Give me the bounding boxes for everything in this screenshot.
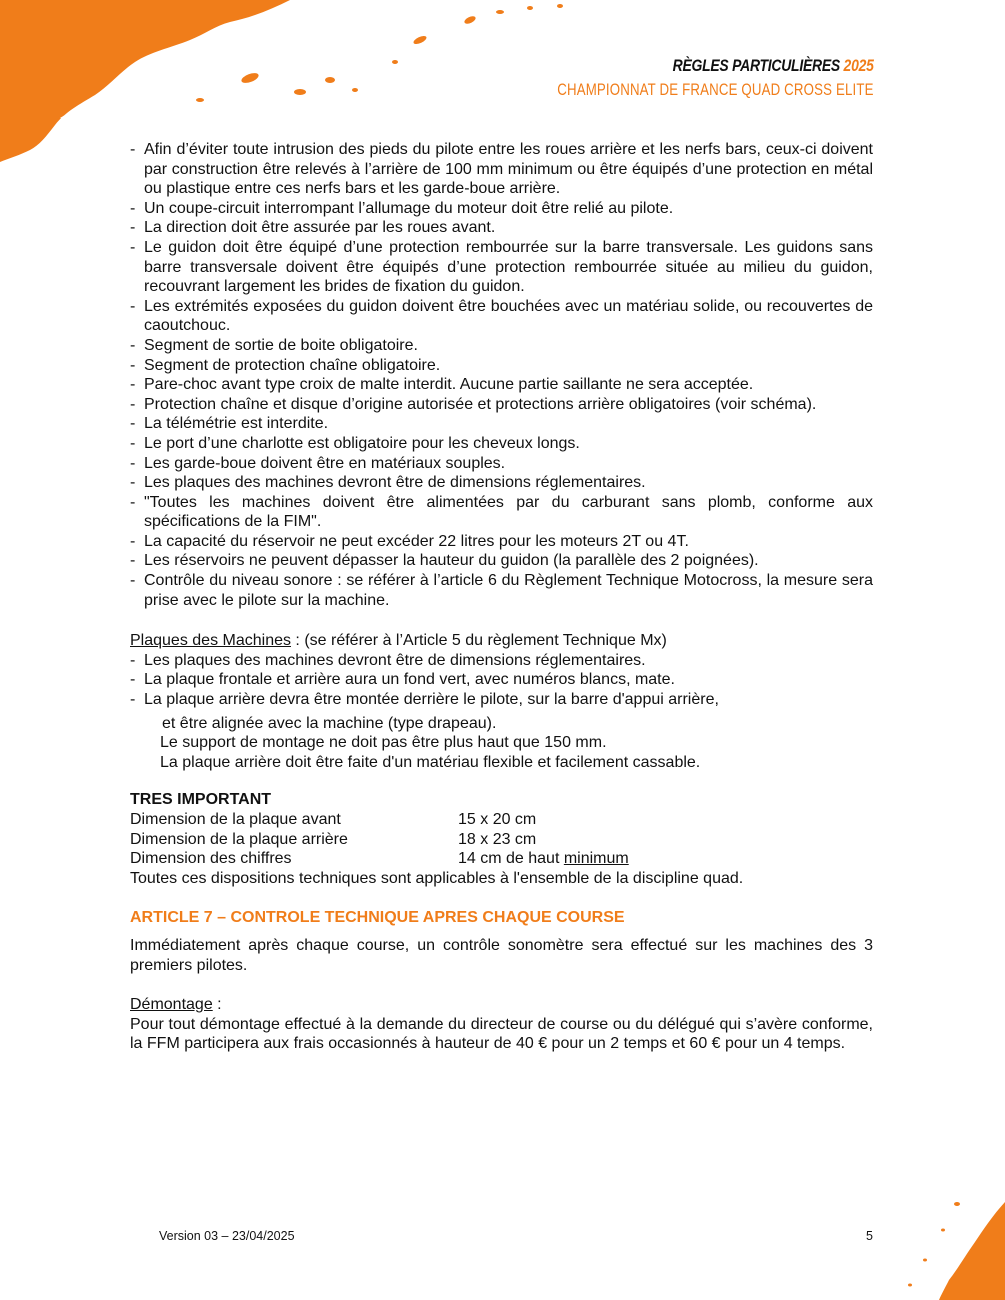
orange-splash-decoration-bottom: [865, 1190, 1005, 1300]
table-row: [130, 830, 629, 850]
plaque-continuation: [162, 714, 873, 773]
rule-item: - Segment de sortie de boite obligatoire.: [130, 336, 873, 356]
dimensions-table: [130, 810, 629, 869]
article-7-text: Immédiatement après chaque course, un contrôle sonomètre sera effectué sur les machines des 3 premiers pilotes.: [130, 936, 873, 974]
rule-item: - Les garde-boue doivent être en matériaux souples.: [130, 454, 873, 474]
rule-item: - La capacité du réservoir ne peut excéder 22 litres pour les moteurs 2T ou 4T.: [130, 532, 873, 552]
dimension-value: 15 x 20 cm: [458, 811, 537, 828]
article-7-title: ARTICLE 7 – CONTROLE TECHNIQUE APRES CHAQUE COURSE: [130, 909, 625, 927]
footer-version: Version 03 – 23/04/2025: [159, 1229, 295, 1243]
rule-item: - Segment de protection chaîne obligatoire.: [130, 356, 873, 376]
rule-item: - Afin d’éviter toute intrusion des pieds du pilote entre les roues arrière et les nerfs bars, ceux-ci doivent par construction être relevés à l’arrière de 100 mm minimum ou être équipés d’une protection en métal ou plastique entre ces nerfs bars et les garde-boue arrière.: [130, 140, 873, 199]
rule-item: - Pare-choc avant type croix de malte interdit. Aucune partie saillante ne sera acceptée.: [130, 375, 873, 395]
demontage-label: Démontage :: [130, 996, 222, 1014]
table-row: [130, 810, 629, 830]
plaques-list: [130, 651, 873, 710]
rule-item: - La télémétrie est interdite.: [130, 414, 873, 434]
header-title-year: 2025: [843, 56, 874, 75]
technical-rules-list: [130, 140, 873, 610]
plaque-item: - Les plaques des machines devront être de dimensions réglementaires.: [130, 651, 873, 671]
table-row: [130, 849, 629, 869]
plaque-item: - La plaque frontale et arrière aura un fond vert, avec numéros blancs, mate.: [130, 670, 873, 690]
important-note: Toutes ces dispositions techniques sont applicables à l'ensemble de la discipline quad.: [130, 869, 744, 887]
header-title-main: RÈGLES PARTICULIÈRES: [673, 56, 841, 75]
rule-item: - Le port d’une charlotte est obligatoire pour les cheveux longs.: [130, 434, 873, 454]
header-subtitle: CHAMPIONNAT DE FRANCE QUAD CROSS ELITE: [557, 79, 874, 99]
rule-item: - Protection chaîne et disque d’origine autorisée et protections arrière obligatoires (voir schéma).: [130, 395, 873, 415]
dimension-label: Dimension de la plaque avant: [130, 811, 341, 828]
plaques-label-rest: : (se référer à l’Article 5 du règlement Technique Mx): [290, 632, 667, 650]
rule-item: - Le guidon doit être équipé d’une protection rembourrée sur la barre transversale. Les guidons sans barre transversale doivent être équipés d’une protection rembourrée située au milieu du guidon, recouvrant largement les brides de fixation du guidon.: [130, 238, 873, 297]
dimension-label: Dimension de la plaque arrière: [130, 830, 348, 848]
rule-item: - Contrôle du niveau sonore : se référer à l’article 6 du Règlement Technique Motocross, la mesure sera prise avec le pilote sur la machine.: [130, 571, 873, 610]
dimension-value-emphasis: minimum: [563, 850, 629, 868]
rule-item: - La direction doit être assurée par les roues avant.: [130, 218, 873, 238]
dimension-value: 18 x 23 cm: [458, 830, 537, 848]
rule-item: - Les extrémités exposées du guidon doivent être bouchées avec un matériau solide, ou recouvertes de caoutchouc.: [130, 297, 873, 336]
document-body: [130, 140, 873, 1054]
dimension-value: 14 cm de haut minimum: [458, 850, 629, 868]
document-header: [468, 56, 874, 99]
dimension-label: Dimension des chiffres: [130, 850, 292, 868]
plaques-section-label: [130, 631, 873, 651]
rule-item: - Les plaques des machines devront être de dimensions réglementaires.: [130, 473, 873, 493]
demontage-text: Pour tout démontage effectué à la demande du directeur de course ou du délégué qui s’avère conforme, la FFM participera aux frais occasionnés à hauteur de 40 € pour un 2 temps et 60 € pour un 4 temps.: [130, 1015, 873, 1053]
plaques-label: Plaques des Machines: [130, 632, 291, 650]
plaque-item: - La plaque arrière devra être montée derrière le pilote, sur la barre d'appui arrière,: [130, 690, 873, 710]
rule-item: - Un coupe-circuit interrompant l’allumage du moteur doit être relié au pilote.: [130, 199, 873, 219]
page-number: 5: [866, 1229, 873, 1243]
important-title: TRES IMPORTANT: [130, 791, 272, 809]
header-title: [541, 56, 874, 76]
rule-item: - "Toutes les machines doivent être alimentées par du carburant sans plomb, conforme aux spécifications de la FIM".: [130, 493, 873, 532]
plaque-continuation-line: La plaque arrière doit être faite d'un matériau flexible et facilement cassable.: [160, 753, 701, 771]
plaque-continuation-line: et être alignée avec la machine (type drapeau).: [162, 714, 497, 732]
plaque-continuation-line: Le support de montage ne doit pas être plus haut que 150 mm.: [160, 734, 607, 752]
rule-item: - Les réservoirs ne peuvent dépasser la hauteur du guidon (la parallèle des 2 poignées).: [130, 551, 873, 571]
